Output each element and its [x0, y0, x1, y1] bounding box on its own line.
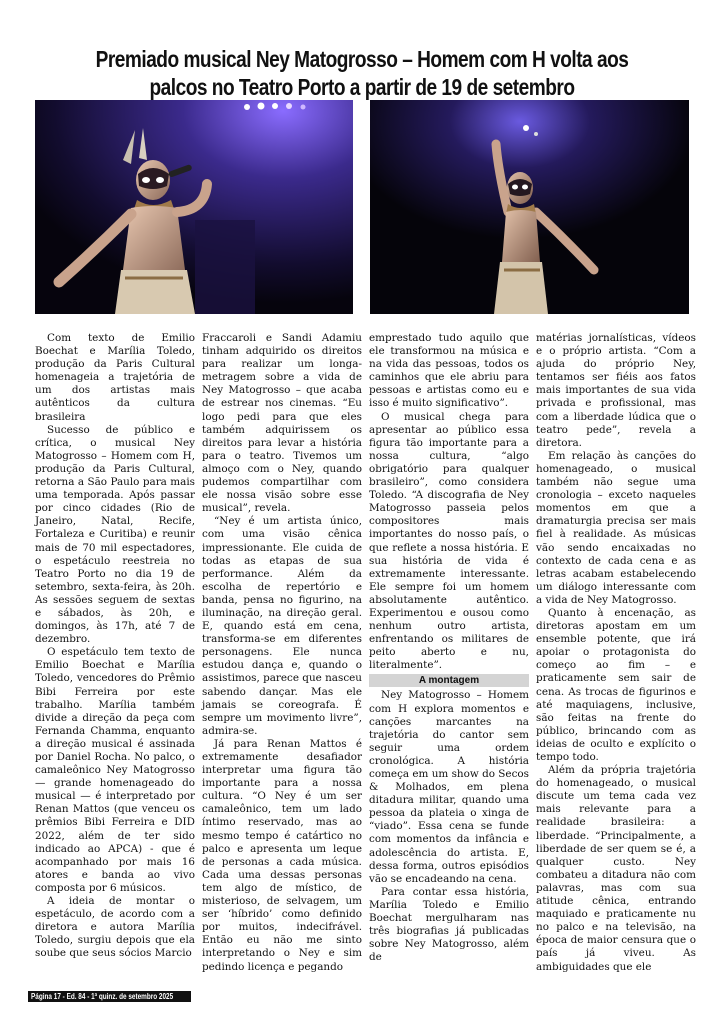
body-paragraph: emprestado tudo aquilo que ele transformou na música e na vida das pessoas, todos os caminhos que ele abriu para pessoas e artistas como eu e isso é muito significativo”. — [369, 332, 529, 410]
article-column-3 — [369, 332, 529, 964]
article-column-4 — [536, 332, 696, 974]
page-footer — [28, 991, 191, 1002]
footer-text: Página 17 - Ed. 84 - 1ª quinz. de setembro 2025 — [31, 992, 174, 1001]
body-paragraph: Fraccaroli e Sandi Adamiu tinham adquirido os direitos para realizar um longa-metragem sobre a vida de Ney Matogrosso – que acaba de estrear nos cinemas. “Eu logo pedi para que eles também adquirissem os direitos para levar a história para o teatro. Tivemos um almoço com o Ney, quando pudemos compartilhar com ele nossa visão sobre esse musical”, revela. — [202, 332, 362, 515]
body-paragraph: Além da própria trajetória do homenageado, o musical discute um tema cada vez mais relevante para a realidade brasileira: a liberdade. “Principalmente, a liberdade de ser quem se é, a qualquer custo. Ney combateu a ditadura não com palavras, mas com sua atitude cênica, entrando maquiado e praticamente nu no palco e na televisão, na época de maior censura que o país já viveu. As ambiguidades que ele — [536, 764, 696, 973]
lead-paragraph: Com texto de Emilio Boechat e Marília Toledo, produção da Paris Cultural homenageia a trajetória de um dos artistas mais autênticos da cultura brasileira — [35, 332, 195, 423]
photo-singer-microphone — [35, 100, 353, 314]
article-column-2 — [202, 332, 362, 974]
body-paragraph: Em relação às canções do homenageado, o musical também não segue uma cronologia – exceto naqueles momentos em que a dramaturgia precisa ser mais fiel à realidade. As músicas vão sendo encaixadas no contexto de cada cena e as letras acabam estabelecendo um diálogo interessante com a vida de Ney Matogrosso. — [536, 449, 696, 606]
body-paragraph: “Ney é um artista único, com uma visão cênica impressionante. Ele cuida de todas as etapas de sua performance. Além da escolha de repertório e banda, pensa no figurino, na iluminação, na direção geral. E, quando está em cena, transforma-se em diferentes personagens. Ele nunca estudou dança e, quando o assistimos, parece que nasceu sabendo dançar. Mas ele jamais se coreografa. É sempre um movimento livre”, admira-se. — [202, 515, 362, 737]
body-paragraph: matérias jornalísticas, vídeos e o próprio artista. “Com a ajuda do próprio Ney, tentamos ser fiéis aos fatos mais importantes de sua vida privada e profissional, mas com a liberdade lúdica que o teatro pede”, revela a diretora. — [536, 332, 696, 449]
body-paragraph: Sucesso de público e crítica, o musical Ney Matogrosso – Homem com H, produção da Paris Cultural, retorna a São Paulo para mais uma temporada. Após passar por cinco cidades (Rio de Janeiro, Natal, Recife, Fortaleza e Curitiba) e reunir mais de 70 mil espectadores, o espetáculo reestreia no Teatro Porto no dia 19 de setembro, sexta-feira, às 20h. As sessões seguem de sextas e sábados, às 20h, e domingos, às 17h, até 7 de dezembro. — [35, 423, 195, 646]
section-subheading: A montagem — [369, 674, 529, 687]
article-column-1 — [35, 332, 195, 961]
body-paragraph: Ney Matogrosso – Homem com H explora momentos e canções marcantes na trajetória do cantor sem seguir uma ordem cronológica. A história começa em um show do Secos & Molhados, em plena ditadura militar, quando uma pessoa da plateia o xinga de “viado”. Essa cena se funde com momentos da infância e adolescência do artista. E, dessa forma, outros episódios vão se encadeando na cena. — [369, 689, 529, 885]
body-paragraph: Já para Renan Mattos é extremamente desafiador interpretar uma figura tão importante para a nossa cultura. “O Ney é um ser camaleônico, tem um lado íntimo reservado, mas ao mesmo tempo é catártico no palco e apresenta um leque de personas a cada música. Cada uma dessas personas tem algo de místico, de misterioso, de selvagem, um ser ‘híbrido’ como definido por muitos, indecifrável. Então eu não me sinto interpretando o Ney e sim pedindo licença e pegando — [202, 737, 362, 973]
body-paragraph: O espetáculo tem texto de Emilio Boechat e Marília Toledo, vencedores do Prêmio Bibi Ferreira por este trabalho. Marília também divide a direção da peça com Fernanda Chamma, enquanto a direção musical é assinada por Daniel Rocha. No palco, o camaleônico Ney Matogrosso — grande homenageado do musical — é interpretado por Renan Mattos (que venceu os prêmios Bibi Ferreira e DID 2022, além de ter sido indicado ao APCA) - que é acompanhado por mais 16 atores e banda ao vivo composta por 6 músicos. — [35, 646, 195, 894]
body-paragraph: A ideia de montar o espetáculo, de acordo com a diretora e autora Marília Toledo, surgiu depois que ela soube que seus sócios Marcio — [35, 895, 195, 960]
photo-singer-arm-raised — [370, 100, 689, 314]
body-paragraph: Quanto à encenação, as diretoras apostam em um ensemble potente, que irá apoiar o protagonista do começo ao fim – e praticamente sem sair de cena. As trocas de figurinos e até maquiagens, inclusive, são feitas na frente do público, brincando com as ideias de oculto e explícito o tempo todo. — [536, 606, 696, 763]
body-paragraph: O musical chega para apresentar ao público essa figura tão importante para a nossa cultura, “algo obrigatório para qualquer brasileiro”, como considera Toledo. “A discografia de Ney Matogrosso passeia pelos compositores mais importantes do nosso país, o que reflete a nossa história. E sua história de vida é extremamente interessante. Ele sempre foi um homem absolutamente autêntico. Experimentou e ousou como nenhum outro artista, enfrentando os militares de peito aberto e nu, literalmente”. — [369, 410, 529, 672]
article-headline: Premiado musical Ney Matogrosso – Homem com H volta aos palcos no Teatro Porto a partir de 19 de setembro — [95, 46, 629, 101]
body-paragraph: Para contar essa história, Marília Toledo e Emilio Boechat mergulharam nas três biografias já publicadas sobre Ney Matogrosso, além de — [369, 885, 529, 964]
